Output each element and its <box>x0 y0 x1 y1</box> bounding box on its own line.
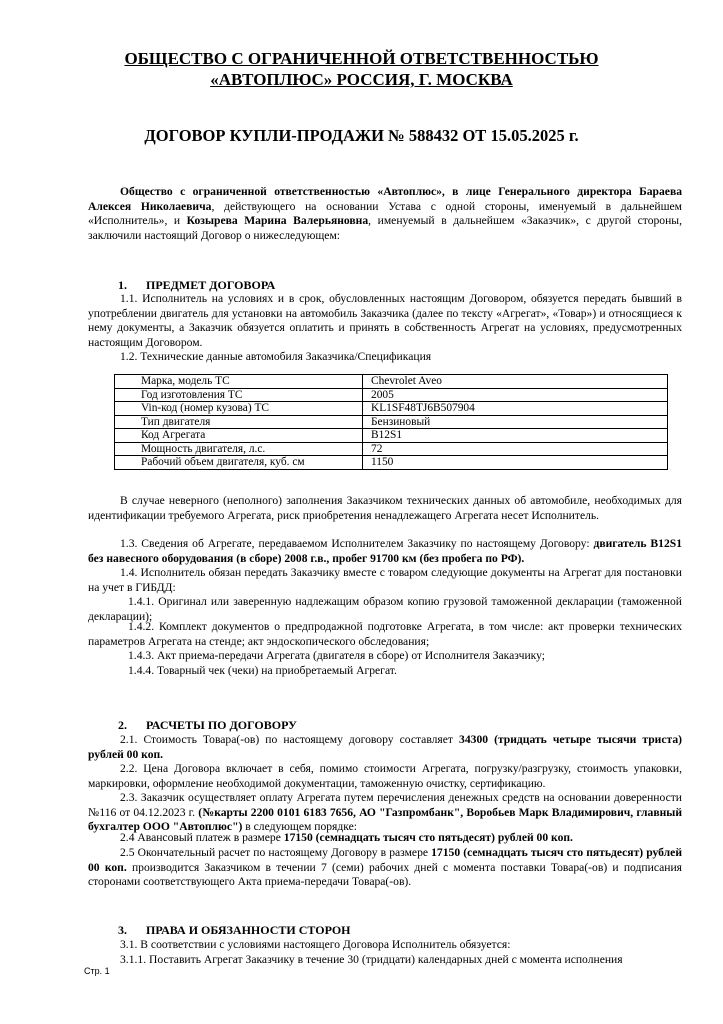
spec-value: 1150 <box>363 456 668 470</box>
clause-1-2: 1.2. Технические данные автомобиля Заказчика/Спецификация <box>120 350 432 363</box>
spec-row <box>115 429 668 443</box>
clause-1-1: 1.1. Исполнитель на условиях и в срок, обусловленных настоящим Договором, обязуется передать бывший в употреблении двигатель для установки на автомобиль Заказчика (далее по тексту «Агрегат», «Товар») и относящиеся к нему документы, а Заказчик обязуется оплатить и принять в собственность Агрегат на условиях, предусмотренных настоящим Договором. <box>88 292 682 349</box>
note-paragraph: В случае неверного (неполного) заполнения Заказчиком технических данных об автомобиле, необходимых для идентификации требуемого Агрегата, риск приобретения ненадлежащего Агрегата несет Исполнитель. <box>88 494 682 522</box>
spec-row <box>115 388 668 402</box>
company-name-line1: ОБЩЕСТВО С ОГРАНИЧЕННОЙ ОТВЕТСТВЕННОСТЬЮ <box>124 49 599 68</box>
spec-value: Бензиновый <box>363 415 668 429</box>
section-2-heading: 2. РАСЧЕТЫ ПО ДОГОВОРУ <box>118 718 297 732</box>
clause-2-2: 2.2. Цена Договора включает в себя, помимо стоимости Агрегата, погрузку/разгрузку, стоимость упаковки, маркировки, оформление необходимой документации, таможенную очистку, сертификацию. <box>88 762 682 790</box>
contract-title: ДОГОВОР КУПЛИ-ПРОДАЖИ № 588432 ОТ 15.05.2025 г. <box>144 126 579 145</box>
spec-row <box>115 375 668 389</box>
clause-1-4-2: 1.4.2. Комплект документов о предпродажной подготовке Агрегата, в том числе: акт проверки технических параметров Агрегата на стенде; акт эндоскопического обследования; <box>88 620 682 648</box>
clause-1-4: 1.4. Исполнитель обязан передать Заказчику вместе с товаром следующие документы на Агрегат для постановки на учет в ГИБДД: <box>88 566 682 594</box>
spec-label: Тип двигателя <box>115 415 363 429</box>
spec-value: Chevrolet Aveo <box>363 375 668 389</box>
spec-row <box>115 415 668 429</box>
spec-label: Vin-код (номер кузова) ТС <box>115 402 363 416</box>
spec-value: 2005 <box>363 388 668 402</box>
clause-3-1: 3.1. В соответствии с условиями настоящего Договора Исполнитель обязуется: <box>120 938 511 951</box>
spec-label: Год изготовления ТС <box>115 388 363 402</box>
section-1-heading: 1. ПРЕДМЕТ ДОГОВОРА <box>118 278 276 292</box>
spec-table <box>114 374 668 470</box>
clause-1-3: 1.3. Сведения об Агрегате, передаваемом Исполнителем Заказчику по настоящему Договору: двигатель B12S1 без навесного оборудования (в сборе) 2008 г.в., пробег 91700 км (без пробега по РФ). <box>88 537 683 565</box>
spec-label: Рабочий объем двигателя, куб. см <box>115 456 363 470</box>
spec-label: Мощность двигателя, л.с. <box>115 442 363 456</box>
spec-value: 72 <box>363 442 668 456</box>
spec-row <box>115 442 668 456</box>
clause-3-1-1: 3.1.1. Поставить Агрегат Заказчику в течение 30 (тридцати) календарных дней с момента исполнения <box>120 953 623 966</box>
intro-paragraph: Общество с ограниченной ответственностью «Автоплюс», в лице Генерального директора Бараева Алексея Николаевича, действующего на основании Устава с одной стороны, именуемый в дальнейшем «Исполнитель», и Козырева Марина Валерьяновна, именуемый в дальнейшем «Заказчик», с другой стороны, заключили настоящий Договор о нижеследующем: <box>88 185 682 242</box>
clause-2-1: 2.1. Стоимость Товара(-ов) по настоящему договору составляет 34300 (тридцать четыре тысячи триста) рублей 00 коп. <box>88 733 682 761</box>
page-number: Стр. 1 <box>84 966 110 976</box>
clause-2-4: 2.4 Авансовый платеж в размере 17150 (семнадцать тысяч сто пятьдесят) рублей 00 коп. <box>120 831 573 844</box>
clause-1-4-1: 1.4.1. Оригинал или заверенную надлежащим образом копию грузовой таможенной декларации (таможенной декларации); <box>88 595 682 623</box>
clause-2-3: 2.3. Заказчик осуществляет оплату Агрегата путем перечисления денежных средств на основании доверенности №116 от 04.12.2023 г. (№карты 2200 0101 6183 7656, АО "Газпромбанк", Воробьев Марк Владимирович, главный бухгалтер ООО "Автоплюс") в следующем порядке: <box>88 791 683 834</box>
spec-value: KL1SF48TJ6B507904 <box>363 402 668 416</box>
clause-2-5: 2.5 Окончательный расчет по настоящему Договору в размере 17150 (семнадцать тысяч сто пятьдесят) рублей 00 коп. производится Заказчиком в течении 7 (семи) рабочих дней с момента поставки Товара(-ов) и подписания сторонами соответствующего Акта приема-передачи Товара(-ов). <box>88 846 682 889</box>
spec-row <box>115 456 668 470</box>
clause-1-4-4: 1.4.4. Товарный чек (чеки) на приобретаемый Агрегат. <box>128 664 397 677</box>
clause-1-4-3: 1.4.3. Акт приема-передачи Агрегата (двигателя в сборе) от Исполнителя Заказчику; <box>128 649 545 662</box>
company-name-line2: «АВТОПЛЮС» РОССИЯ, Г. МОСКВА <box>210 70 513 89</box>
intro-party2: Козырева Марина Валерьяновна <box>186 214 369 228</box>
spec-label: Марка, модель ТС <box>115 375 363 389</box>
intro-party1: Общество с ограниченной ответственностью «Автоплюс», в лице Генерального директора Бараева Алексея Николаевича <box>88 185 682 213</box>
section-3-heading: 3. ПРАВА И ОБЯЗАННОСТИ СТОРОН <box>118 923 351 937</box>
spec-row <box>115 402 668 416</box>
spec-label: Код Агрегата <box>115 429 363 443</box>
spec-value: B12S1 <box>363 429 668 443</box>
